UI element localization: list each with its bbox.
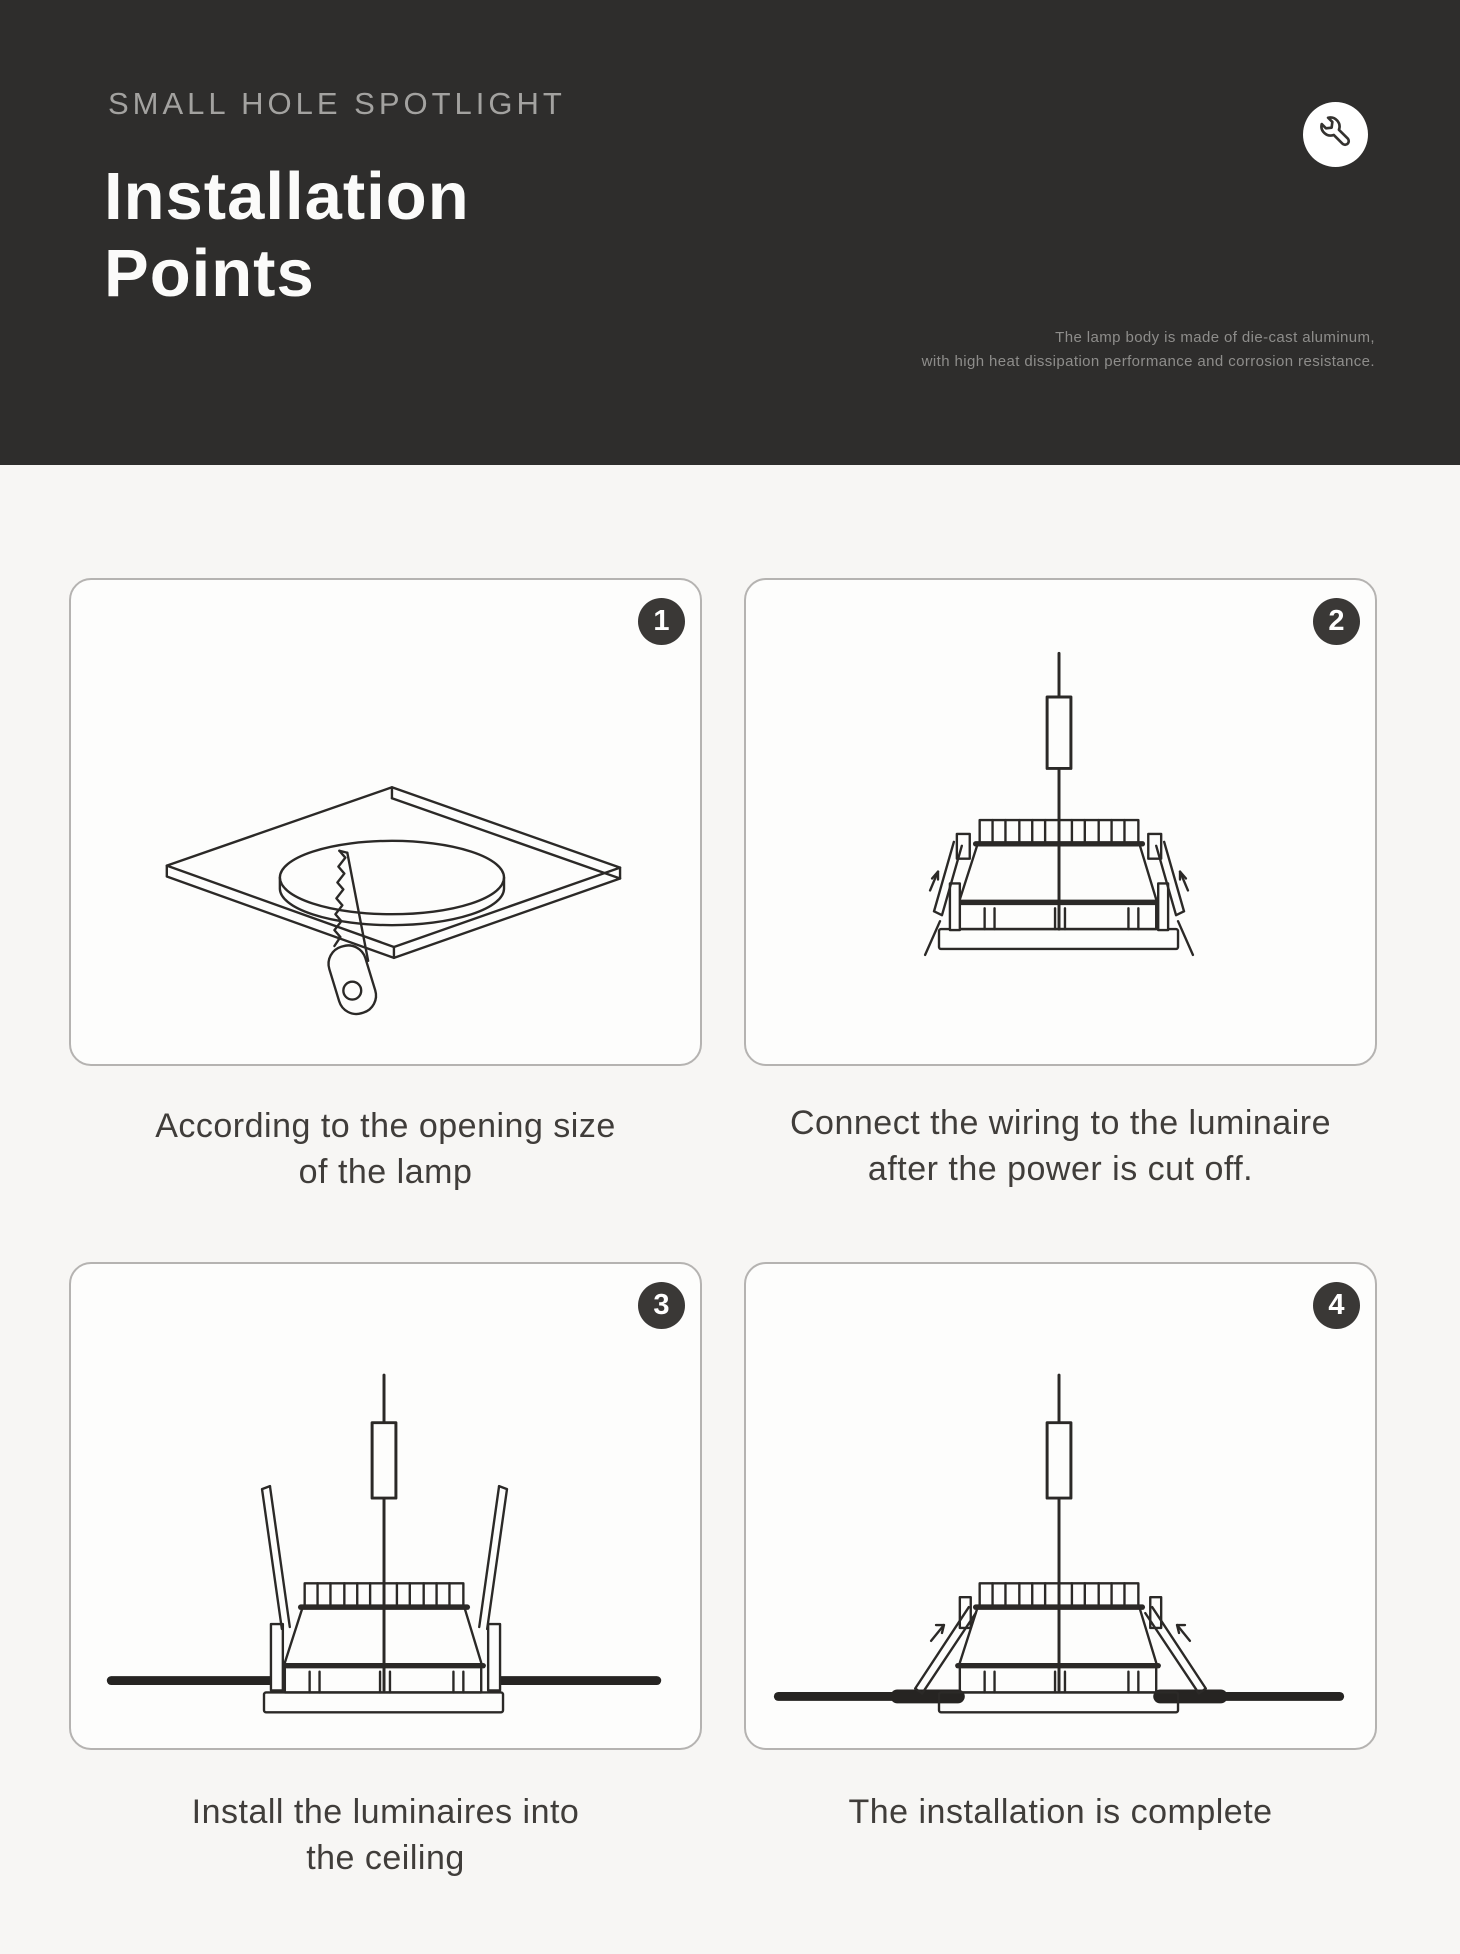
step-3-caption	[69, 1789, 702, 1881]
header-banner	[0, 0, 1460, 465]
step-3-panel	[69, 1262, 702, 1750]
step-4-badge: 4	[1313, 1282, 1360, 1329]
tool-circle-badge	[1303, 102, 1368, 167]
header-note-line2: with high heat dissipation performance and corrosion resistance.	[921, 353, 1375, 370]
header-note	[922, 326, 1375, 374]
step-1-panel	[69, 578, 702, 1066]
cut-opening-diagram	[71, 580, 700, 1064]
installation-complete-diagram	[746, 1264, 1375, 1748]
step-4-caption-line1: The installation is complete	[848, 1793, 1273, 1831]
connect-wiring-diagram	[746, 580, 1375, 1064]
step-2-badge: 2	[1313, 598, 1360, 645]
step-1-caption	[69, 1103, 702, 1195]
step-1-badge: 1	[638, 598, 685, 645]
step-3-caption-line1: Install the luminaires into	[191, 1793, 580, 1831]
header-note-line1: The lamp body is made of die-cast aluminum,	[1055, 329, 1375, 346]
step-2-panel	[744, 578, 1377, 1066]
step-3-caption-line2: the ceiling	[306, 1839, 465, 1877]
step-3-badge: 3	[638, 1282, 685, 1329]
page-title-line2: Points	[104, 236, 315, 311]
step-2-caption-line1: Connect the wiring to the luminaire	[790, 1104, 1331, 1142]
step-2-caption	[744, 1100, 1377, 1192]
step-2-caption-line2: after the power is cut off.	[867, 1150, 1254, 1188]
step-4-panel	[744, 1262, 1377, 1750]
wrench-icon	[1316, 112, 1356, 157]
product-kicker: SMALL HOLE SPOTLIGHT	[108, 86, 566, 121]
insert-into-ceiling-diagram	[71, 1264, 700, 1748]
step-4-caption	[744, 1789, 1377, 1835]
page-title-line1: Installation	[104, 159, 470, 234]
step-1-caption-line2: of the lamp	[298, 1153, 473, 1191]
page-title	[104, 158, 470, 312]
step-1-caption-line1: According to the opening size	[155, 1107, 616, 1145]
